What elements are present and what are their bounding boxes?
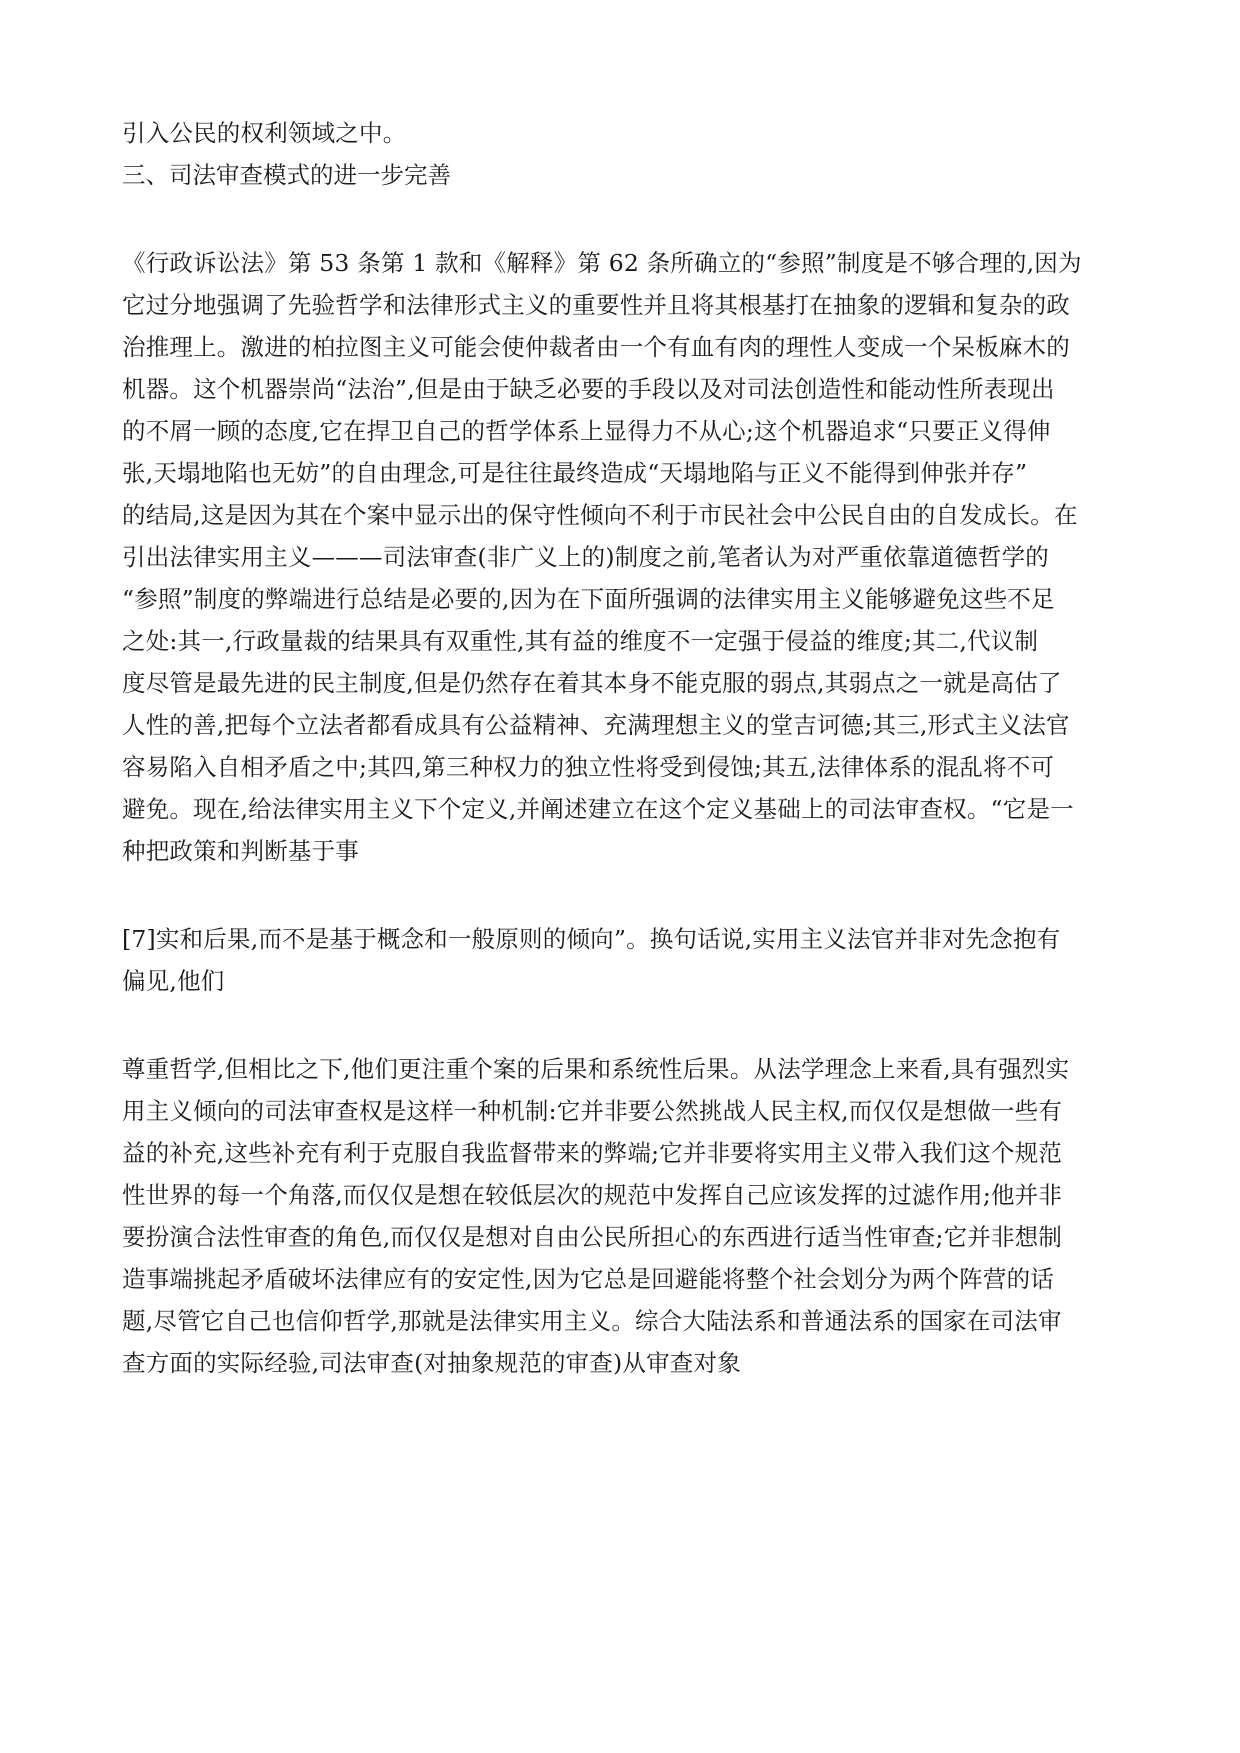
paragraph-2: [7]实和后果,而不是基于概念和一般原则的倾向”。换句话说,实用主义法官并非对先念抱有 偏见,他们 — [122, 925, 1061, 995]
section-heading: 三、司法审查模式的进一步完善 — [122, 161, 451, 189]
document-page — [122, 112, 1118, 1384]
intro-line: 引入公民的权利领域之中。 — [122, 119, 407, 147]
paragraph-3: 尊重哲学,但相比之下,他们更注重个案的后果和系统性后果。从法学理念上来看,具有强烈实 用主义倾向的司法审查权是这样一种机制:它并非要公然挑战人民主权,而仅仅是想做一些有 益的补充,这些补充有利于克服自我监督带来的弊端;它并非要将实用主义带入我们这个规范 性世界的每一个角落,而仅仅是想在较低层次的规范中发挥自己应该发挥的过滤作用;他并非 要扮演合法性审查的角色,而仅仅是想对自由公民所担心的东西进行适当性审查;它并非想制 造事端挑起矛盾破坏法律应有的安定性,因为它总是回避能将整个社会划分为两个阵营的话 题,尽管它自己也信仰哲学,那就是法律实用主义。综合大陆法系和普通法系的国家在司法审 查方面的实际经验,司法审查(对抽象规范的审查)从审查对象 — [122, 1055, 1070, 1377]
paragraph-1: 《行政诉讼法》第 53 条第 1 款和《解释》第 62 条所确立的“参照”制度是不够合理的,因为 它过分地强调了先验哲学和法律形式主义的重要性并且将其根基打在抽象的逻辑和复杂的政 治推理上。激进的柏拉图主义可能会使仲裁者由一个有血有肉的理性人变成一个呆板麻木的 机器。这个机器崇尚“法治”,但是由于缺乏必要的手段以及对司法创造性和能动性所表现出 的不屑一顾的态度,它在捍卫自己的哲学体系上显得力不从心;这个机器追求“只要正义得伸 张,天塌地陷也无妨”的自由理念,可是往往最终造成“天塌地陷与正义不能得到伸张并存” 的结局,这是因为其在个案中显示出的保守性倾向不利于市民社会中公民自由的自发成长。在 引出法律实用主义———司法审查(非广义上的)制度之前,笔者认为对严重依靠道德哲学的 “参照”制度的弊端进行总结是必要的,因为在下面所强调的法律实用主义能够避免这些不足 之处:其一,行政量裁的结果具有双重性,其有益的维度不一定强于侵益的维度;其二,代议制 度尽管是最先进的民主制度,但是仍然存在着其本身不能克服的弱点,其弱点之一就是高估了 人性的善,把每个立法者都看成具有公益精神、充满理想主义的堂吉诃德;其三,形式主义法官 容易陷入自相矛盾之中;其四,第三种权力的独立性将受到侵蚀;其五,法律体系的混乱将不可 避免。现在,给法律实用主义下个定义,并阐述建立在这个定义基础上的司法审查权。“它是一 种把政策和判断基于事 — [122, 249, 1082, 865]
